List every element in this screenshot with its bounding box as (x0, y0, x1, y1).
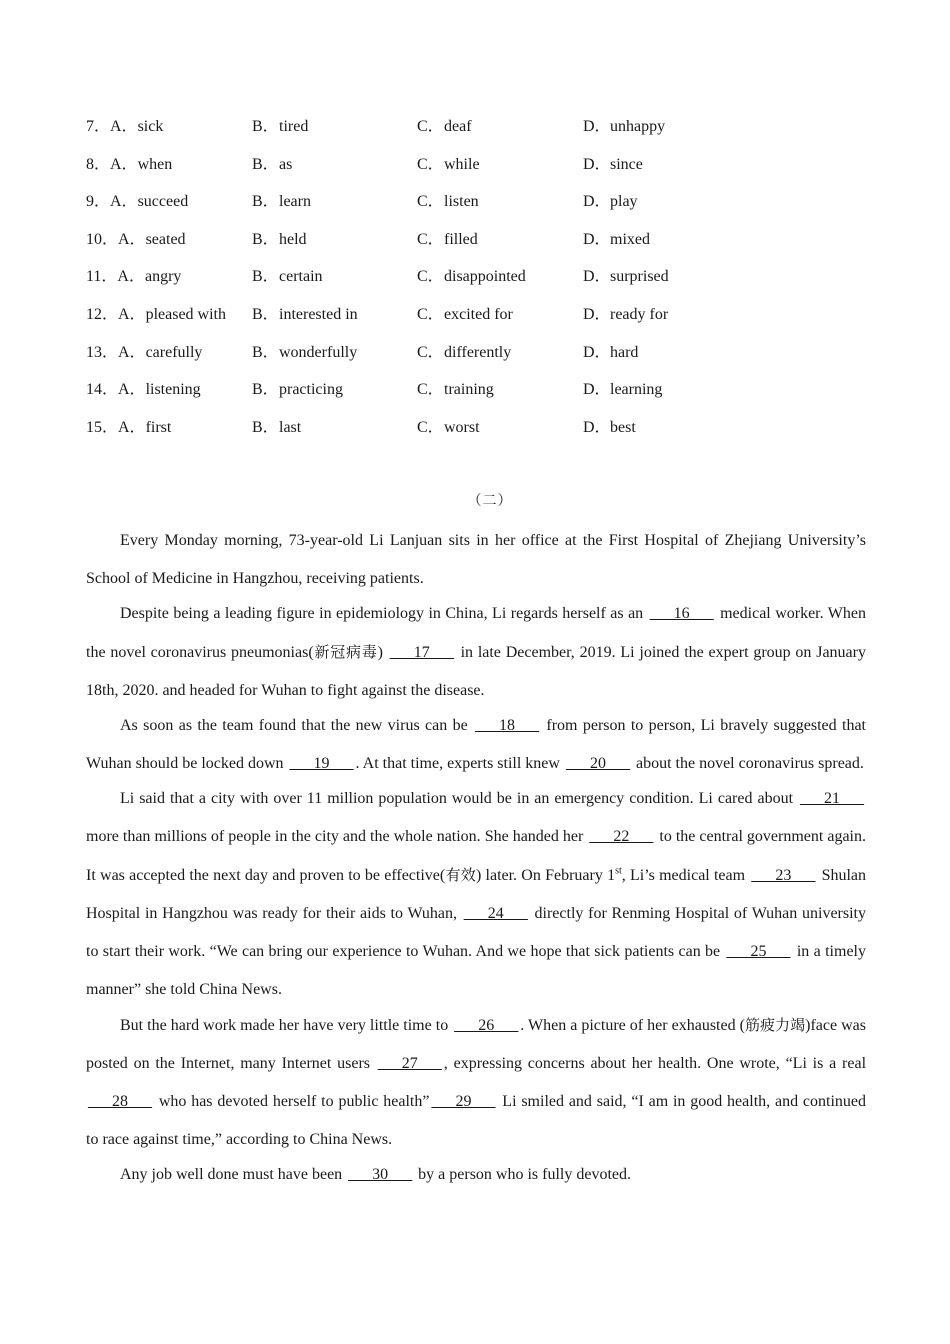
option-b: learn (279, 193, 311, 211)
option-c-letter: C． (417, 305, 444, 323)
blank-24: ___24___ (463, 905, 528, 922)
passage-text: more than millions of people in the city and the whole nation. She handed her (86, 828, 588, 845)
option-b: interested in (279, 305, 358, 323)
option-c: training (444, 381, 494, 399)
option-row-11 (86, 266, 786, 304)
option-row-10 (86, 229, 786, 267)
passage-text: , expressing concerns about her health. One wrote, “Li is a real (443, 1055, 867, 1072)
option-row-13 (86, 342, 786, 380)
blank-17: ___17___ (389, 644, 454, 661)
passage-text: who has devoted herself to public health” (154, 1093, 430, 1110)
option-b: certain (279, 268, 323, 286)
option-c-letter: C． (417, 343, 444, 361)
options-table (86, 116, 786, 454)
option-d-letter: D． (583, 268, 611, 286)
option-c: listen (444, 193, 479, 211)
passage-text: , Li’s medical team (621, 867, 750, 884)
option-d-letter: D． (583, 305, 611, 323)
question-number: 9．A． (86, 193, 138, 211)
superscript: st (615, 865, 622, 877)
question-number: 10．A． (86, 230, 146, 248)
passage-text: . When a picture of her exhausted ( (520, 1017, 745, 1034)
option-d-letter: D． (583, 381, 611, 399)
option-c: deaf (444, 118, 472, 135)
option-c: disappointed (444, 268, 526, 286)
option-d: hard (610, 343, 639, 361)
passage-text: Li smiled and said, “I am in good health, and continued to race against time,” according to China News. (86, 1093, 866, 1148)
option-a: first (145, 418, 172, 436)
passage-text: from person to person, Li bravely suggested that Wuhan should be locked down (86, 717, 866, 772)
blank-16: ___16___ (649, 605, 714, 622)
question-number: 14．A． (86, 381, 146, 399)
option-c-letter: C． (417, 418, 444, 436)
option-row-9 (86, 191, 786, 229)
chinese-gloss: 新冠病毒 (313, 643, 378, 661)
option-b: wonderfully (279, 343, 358, 361)
option-a: angry (144, 268, 182, 286)
passage-text: . At that time, experts still knew (355, 755, 564, 772)
option-d: play (610, 193, 638, 211)
chinese-gloss: 有效 (445, 866, 476, 884)
option-d: ready for (610, 305, 669, 323)
option-a: carefully (145, 343, 203, 361)
option-d-letter: D． (583, 155, 611, 173)
paragraph-1 (86, 522, 866, 598)
option-c: excited for (444, 305, 513, 323)
blank-20: ___20___ (565, 755, 630, 772)
option-c: worst (444, 418, 480, 436)
option-a: seated (145, 230, 186, 248)
blank-22: ___22___ (589, 828, 654, 845)
option-a: when (137, 155, 173, 173)
chinese-gloss: 筋疲力竭 (744, 1016, 806, 1034)
option-c: while (444, 155, 480, 173)
option-row-7 (86, 116, 786, 154)
option-row-12 (86, 304, 786, 342)
option-d-letter: D． (583, 418, 611, 436)
option-d-letter: D． (583, 193, 611, 211)
question-number: 8．A． (86, 155, 138, 173)
option-b-letter: B． (252, 343, 279, 361)
question-number: 12．A． (86, 305, 146, 323)
passage-text: about the novel coronavirus spread. (631, 755, 864, 772)
option-d: surprised (610, 268, 669, 286)
passage-text: ) later. On February 1 (475, 867, 616, 884)
paragraph-4 (86, 780, 866, 1009)
paragraph-5 (86, 1006, 866, 1159)
question-number: 11．A． (86, 268, 145, 286)
option-c-letter: C． (417, 155, 444, 173)
passage-text: medical worker. When the novel coronavirus pneumonias( (86, 605, 867, 661)
passage-text: in late December, 2019. Li joined the expert group on January 18th, 2020. and headed for Wuhan to fight against the disease. (86, 644, 866, 699)
passage-text: Any job well done must have been (120, 1166, 347, 1183)
option-d: unhappy (610, 118, 666, 135)
option-b: last (279, 418, 302, 436)
passage-text: Li said that a city with over 11 million population would be in an emergency condition. Li cared about (120, 790, 798, 807)
option-d: since (610, 155, 643, 173)
option-b-letter: B． (252, 118, 279, 135)
option-b-letter: B． (252, 418, 279, 436)
passage-text: Despite being a leading figure in epidemiology in China, Li regards herself as an (120, 605, 648, 622)
option-d: learning (610, 381, 663, 399)
option-b-letter: B． (252, 155, 279, 173)
question-number: 7．A． (86, 118, 138, 135)
option-c-letter: C． (417, 230, 444, 248)
blank-28: ___28___ (88, 1093, 152, 1110)
option-c-letter: C． (417, 193, 444, 211)
passage-text: directly for Renming Hospital of Wuhan university to start their work. “We can bring our experience to Wuhan. And we hope that sick patients can be (86, 905, 867, 960)
question-number: 13．A． (86, 343, 146, 361)
option-d-letter: D． (583, 118, 611, 135)
passage-text: in a timely manner” she told China News. (86, 943, 866, 998)
blank-26: ___26___ (454, 1017, 519, 1034)
option-b-letter: B． (252, 193, 279, 211)
option-b: held (279, 230, 307, 248)
option-d: mixed (610, 230, 650, 248)
blank-29: ___29___ (431, 1093, 496, 1110)
option-row-15 (86, 417, 786, 455)
blank-25: ___25___ (726, 943, 791, 960)
option-a: sick (137, 118, 164, 135)
option-a: pleased with (145, 305, 226, 323)
option-a: succeed (137, 193, 189, 211)
passage-text: to the central government again. It was accepted the next day and proven to be effective( (86, 828, 866, 884)
blank-21: ___21___ (800, 790, 864, 807)
question-number: 15．A． (86, 418, 146, 436)
blank-19: ___19___ (289, 755, 354, 772)
option-b: tired (279, 118, 309, 135)
section-title: （二） (467, 494, 513, 509)
option-b-letter: B． (252, 381, 279, 399)
cloze-passage (86, 522, 866, 1191)
passage-text: But the hard work made her have very little time to (120, 1017, 453, 1034)
paragraph-2 (86, 595, 866, 710)
option-a: listening (145, 381, 201, 399)
passage-text: by a person who is fully devoted. (414, 1166, 632, 1183)
passage-text: Shulan Hospital in Hangzhou was ready for their aids to Wuhan, (86, 867, 867, 922)
blank-27: ___27___ (377, 1055, 442, 1072)
option-b: practicing (279, 381, 343, 399)
option-c-letter: C． (417, 381, 444, 399)
option-b-letter: B． (252, 305, 279, 323)
passage-text: Every Monday morning, 73-year-old Li Lanjuan sits in her office at the First Hospital of Zhejiang University’s School of Medicine in Hangzhou, receiving patients. (86, 532, 866, 587)
blank-18: ___18___ (475, 717, 540, 734)
option-d-letter: D． (583, 343, 611, 361)
passage-text: As soon as the team found that the new virus can be (120, 717, 474, 734)
passage-text: ) (377, 644, 388, 661)
option-d-letter: D． (583, 230, 611, 248)
option-b: as (279, 155, 293, 173)
passage-text: )face was posted on the Internet, many Internet users (86, 1017, 866, 1072)
paragraph-3 (86, 707, 866, 783)
option-c: filled (444, 230, 478, 248)
option-row-14 (86, 379, 786, 417)
paragraph-6 (86, 1156, 866, 1194)
option-b-letter: B． (252, 268, 279, 286)
option-c-letter: C． (417, 118, 444, 135)
option-d: best (610, 418, 636, 436)
blank-30: ___30___ (348, 1166, 413, 1183)
option-b-letter: B． (252, 230, 279, 248)
option-c: differently (444, 343, 512, 361)
blank-23: ___23___ (751, 867, 816, 884)
option-c-letter: C． (417, 268, 444, 286)
option-row-8 (86, 154, 786, 192)
